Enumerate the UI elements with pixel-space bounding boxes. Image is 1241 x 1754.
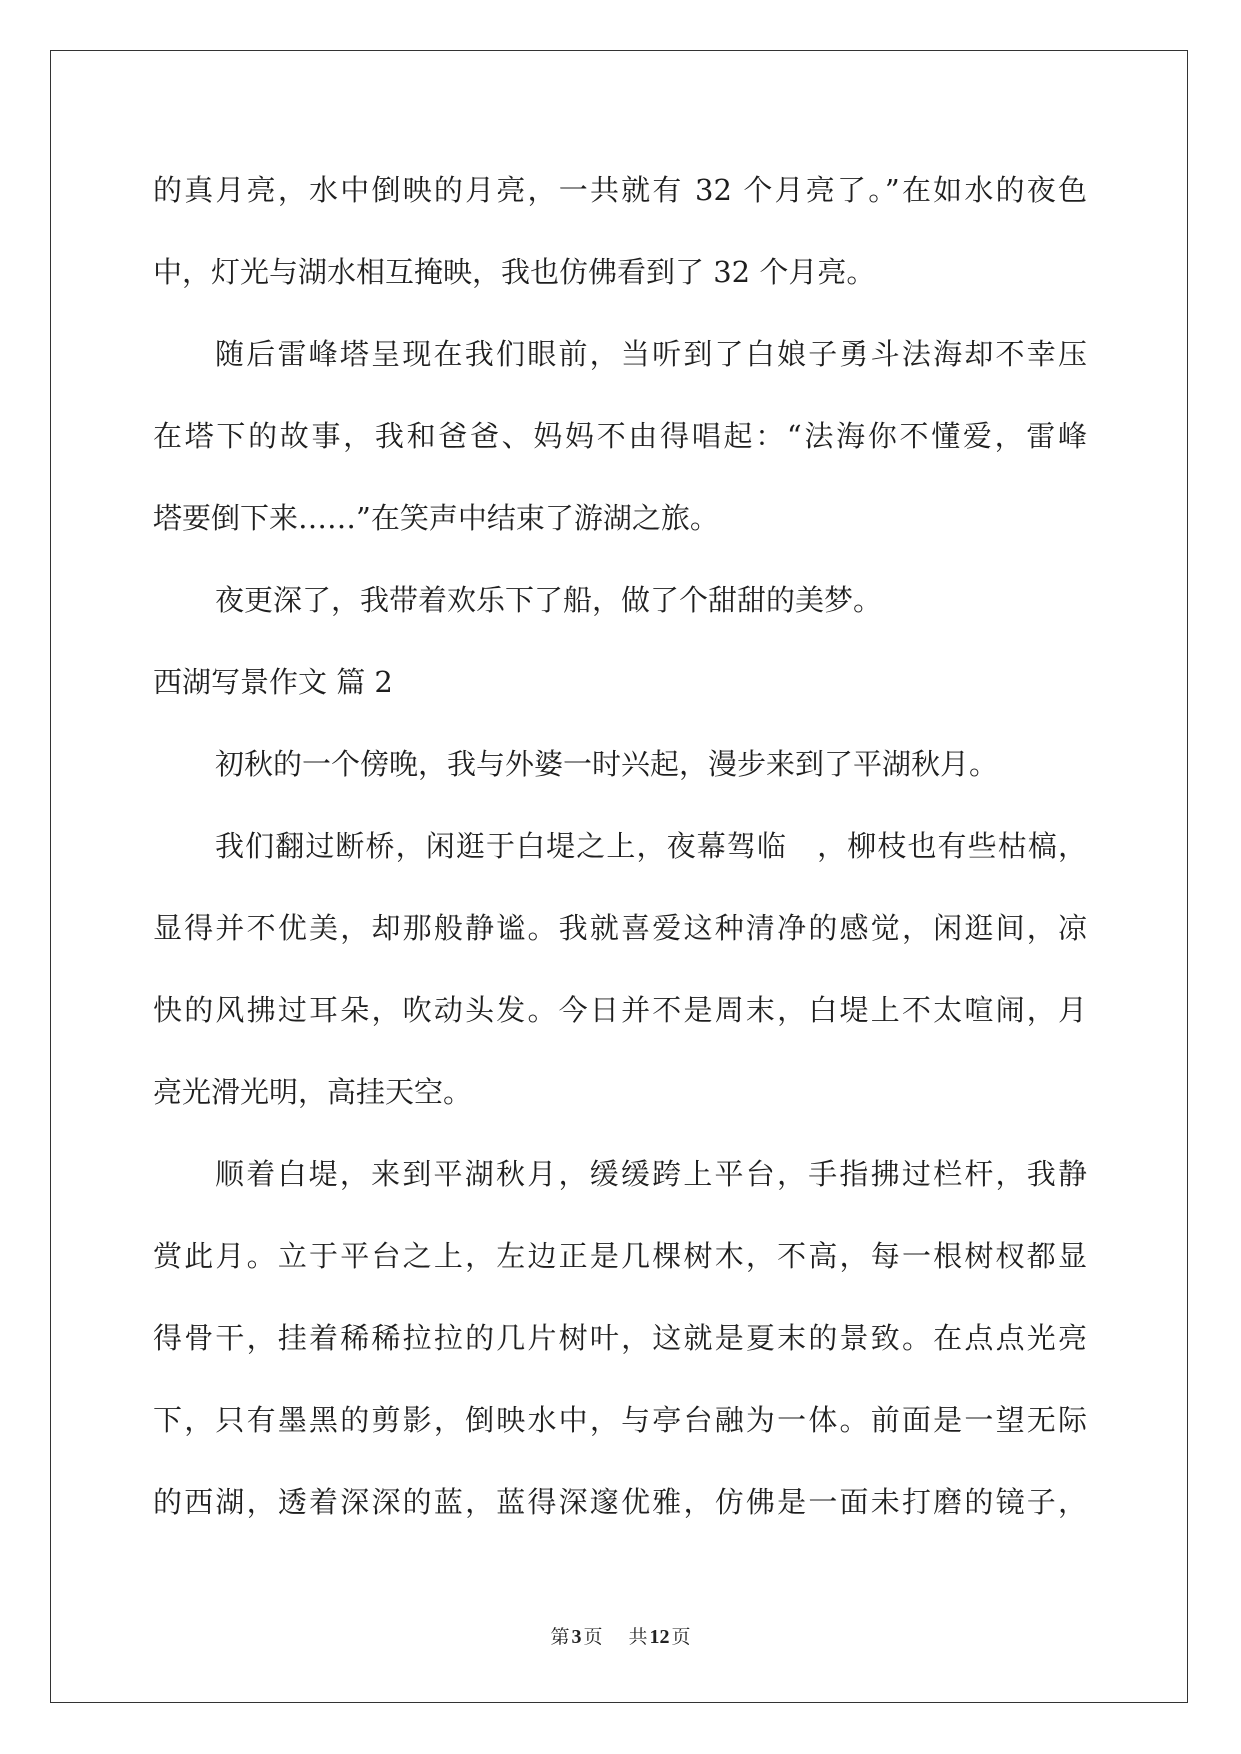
document-body	[153, 149, 1087, 1543]
body-line: 显得并不优美，却那般静谧。我就喜爱这种清净的感觉，闲逛间，凉	[153, 911, 1087, 945]
body-line: 中，灯光与湖水相互掩映，我也仿佛看到了 32 个月亮。	[153, 255, 876, 289]
section-heading: 西湖写景作文 篇 2	[153, 665, 393, 699]
body-line: 的真月亮，水中倒映的月亮，一共就有 32 个月亮了。”在如水的夜色	[153, 173, 1087, 207]
current-page-number: 3	[571, 1626, 582, 1648]
paragraph-start-line: 夜更深了，我带着欢乐下了船，做了个甜甜的美梦。	[215, 583, 883, 617]
body-line: 塔要倒下来……”在笑声中结束了游湖之旅。	[153, 501, 719, 535]
page-number-suffix: 页	[583, 1626, 603, 1648]
body-line: 下，只有墨黑的剪影，倒映水中，与亭台融为一体。前面是一望无际	[153, 1403, 1087, 1437]
page-footer	[0, 1624, 1241, 1650]
paragraph-start-line: 初秋的一个傍晚，我与外婆一时兴起，漫步来到了平湖秋月。	[215, 747, 999, 781]
paragraph-start-line: 我们翻过断桥，闲逛于白堤之上，夜幕驾临 ，柳枝也有些枯槁，	[215, 829, 1087, 863]
body-line: 得骨干，挂着稀稀拉拉的几片树叶，这就是夏末的景致。在点点光亮	[153, 1321, 1087, 1355]
total-pages-number: 12	[649, 1626, 670, 1648]
body-line: 的西湖，透着深深的蓝，蓝得深邃优雅，仿佛是一面未打磨的镜子，	[153, 1485, 1087, 1519]
body-line: 赏此月。立于平台之上，左边正是几棵树木，不高，每一根树杈都显	[153, 1239, 1087, 1273]
total-pages-suffix: 页	[671, 1626, 691, 1648]
total-pages-prefix: 共	[628, 1626, 648, 1648]
body-line: 快的风拂过耳朵，吹动头发。今日并不是周末，白堤上不太喧闹，月	[153, 993, 1087, 1027]
paragraph-start-line: 随后雷峰塔呈现在我们眼前，当听到了白娘子勇斗法海却不幸压	[215, 337, 1087, 371]
body-line: 在塔下的故事，我和爸爸、妈妈不由得唱起：“法海你不懂爱，雷峰	[153, 419, 1087, 453]
page-number-prefix: 第	[550, 1626, 570, 1648]
body-line: 亮光滑光明，高挂天空。	[153, 1075, 473, 1109]
paragraph-start-line: 顺着白堤，来到平湖秋月，缓缓跨上平台，手指拂过栏杆，我静	[215, 1157, 1087, 1191]
